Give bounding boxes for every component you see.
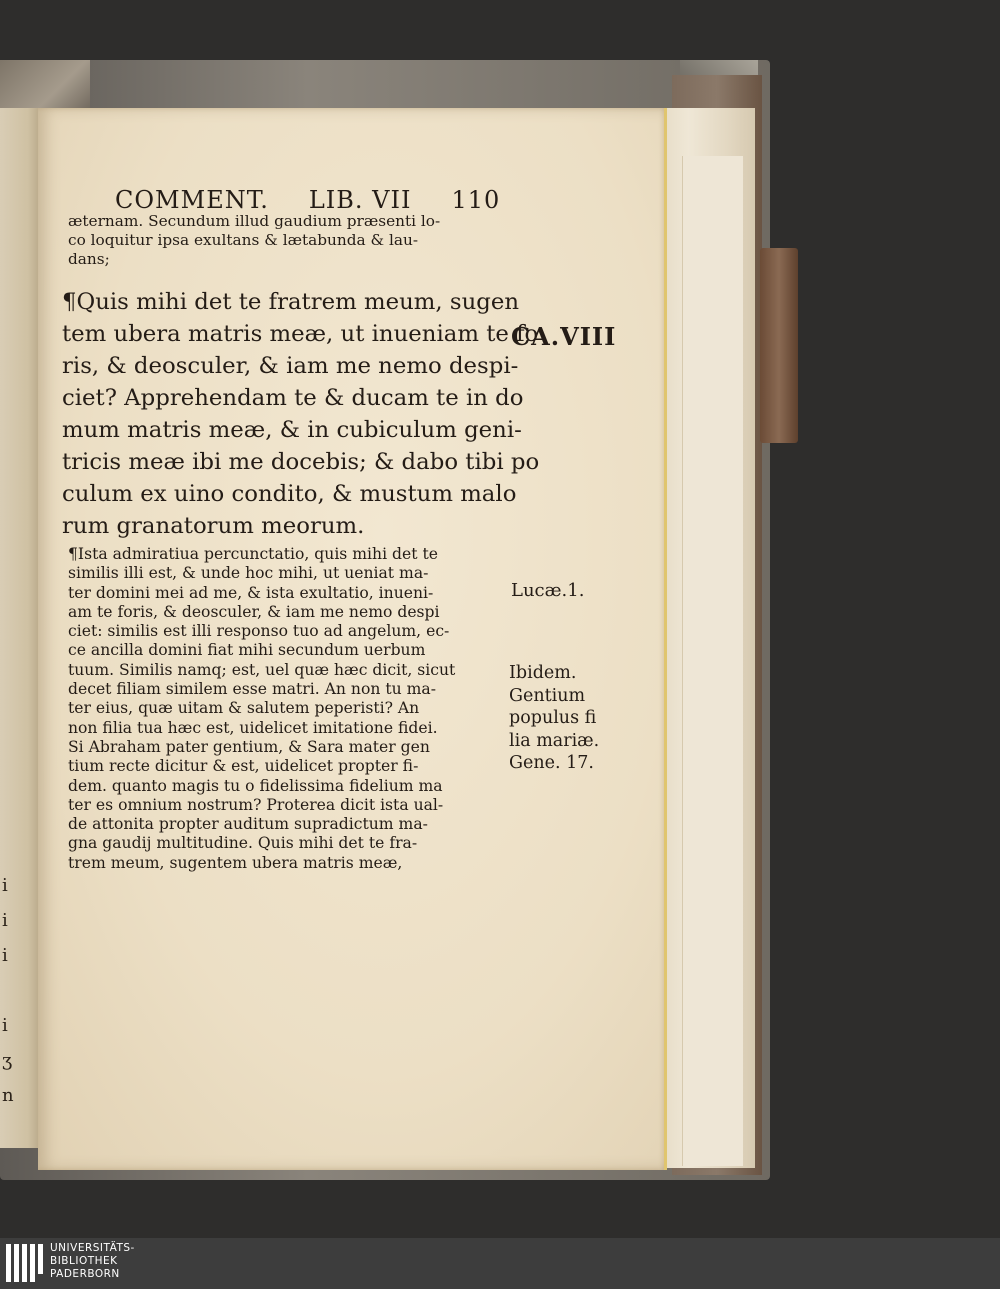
running-head	[115, 186, 500, 214]
library-logo-text	[50, 1242, 135, 1281]
margin-line: Gene. 17.	[509, 753, 594, 773]
margin-line: Ibidem.	[509, 663, 577, 683]
margin-line: Gentium	[509, 685, 586, 706]
verse-line: ciet? Apprehendam te & ducam te in do	[62, 385, 524, 411]
running-head-title: COMMENT.	[115, 186, 269, 214]
text-line: ter eius, quæ uitam & salutem peperisti? An	[68, 699, 420, 718]
folio-number: 110	[451, 186, 501, 214]
text-line: co loquitur ipsa exultans & lætabunda & lau-	[68, 231, 419, 249]
text-line: non filia tua hæc est, uidelicet imitatione fidei.	[68, 718, 438, 737]
footer-bar	[0, 1238, 1000, 1289]
scripture-verse	[62, 286, 539, 542]
text-line: tium recte dicitur & est, uidelicet propter fi-	[68, 757, 419, 776]
verse-line: ris, & deosculer, & iam me nemo despi-	[62, 353, 519, 379]
text-line: dem. quanto magis tu o fidelissima fidelium ma	[68, 776, 443, 795]
text-line: æternam. Secundum illud gaudium præsenti lo-	[68, 212, 441, 230]
page-gilt-edge	[664, 108, 667, 1170]
bookmark-ribbon	[760, 248, 798, 443]
logo-line: UNIVERSITÄTS-	[50, 1242, 135, 1254]
text-line: am te foris, & deosculer, & iam me nemo despi	[68, 602, 440, 621]
cover-corner-left	[0, 60, 90, 115]
margin-reference: Lucæ.1.	[511, 580, 585, 601]
logo-line: PADERBORN	[50, 1268, 120, 1280]
margin-reference-block	[509, 662, 599, 775]
verse-line: ¶Quis mihi det te fratrem meum, sugen	[62, 289, 520, 315]
text-line: ciet: similis est illi responso tuo ad angelum, ec-	[68, 622, 450, 641]
verse-line: mum matris meæ, & in cubiculum geni-	[62, 417, 522, 443]
text-line: ter domini mei ad me, & ista exultatio, inueni-	[68, 583, 434, 602]
text-line: ter es omnium nostrum? Proterea dicit ista ual-	[68, 795, 444, 814]
previous-page-edge	[0, 108, 40, 1148]
previous-page-marks: i i i i ʒ n	[2, 875, 14, 1106]
text-line: trem meum, sugentem ubera matris meæ,	[68, 853, 403, 872]
intro-paragraph	[68, 212, 440, 269]
text-line: Si Abraham pater gentium, & Sara mater gen	[68, 737, 430, 756]
verse-line: rum granatorum meorum.	[62, 513, 365, 539]
text-line: dans;	[68, 250, 110, 268]
text-line: tuum. Similis namq; est, uel quæ hæc dicit, sicut	[68, 660, 456, 679]
margin-line: populus fi	[509, 708, 597, 728]
text-line: de attonita propter auditum supradictum ma-	[68, 815, 428, 834]
book-number: LIB. VII	[308, 186, 412, 214]
library-logo-icon	[6, 1244, 46, 1282]
verse-line: tem ubera matris meæ, ut inueniam te fo	[62, 321, 539, 347]
commentary-paragraph	[68, 545, 455, 873]
verse-line: culum ex uino condito, & mustum malo	[62, 481, 517, 507]
text-line: gna gaudij multitudine. Quis mihi det te fra-	[68, 834, 418, 853]
margin-line: lia mariæ.	[509, 730, 600, 751]
text-line: ce ancilla domini fiat mihi secundum uerbum	[68, 641, 426, 660]
page-stack	[660, 108, 755, 1168]
verse-line: tricis meæ ibi me docebis; & dabo tibi po	[62, 449, 540, 475]
text-line: similis illi est, & unde hoc mihi, ut ueniat ma-	[68, 564, 429, 583]
chapter-marker: CA.VIII	[511, 322, 617, 351]
text-line: decet filiam similem esse matri. An non tu ma-	[68, 680, 436, 699]
logo-line: BIBLIOTHEK	[50, 1255, 118, 1267]
text-line: ¶Ista admiratiua percunctatio, quis mihi det te	[68, 545, 438, 563]
